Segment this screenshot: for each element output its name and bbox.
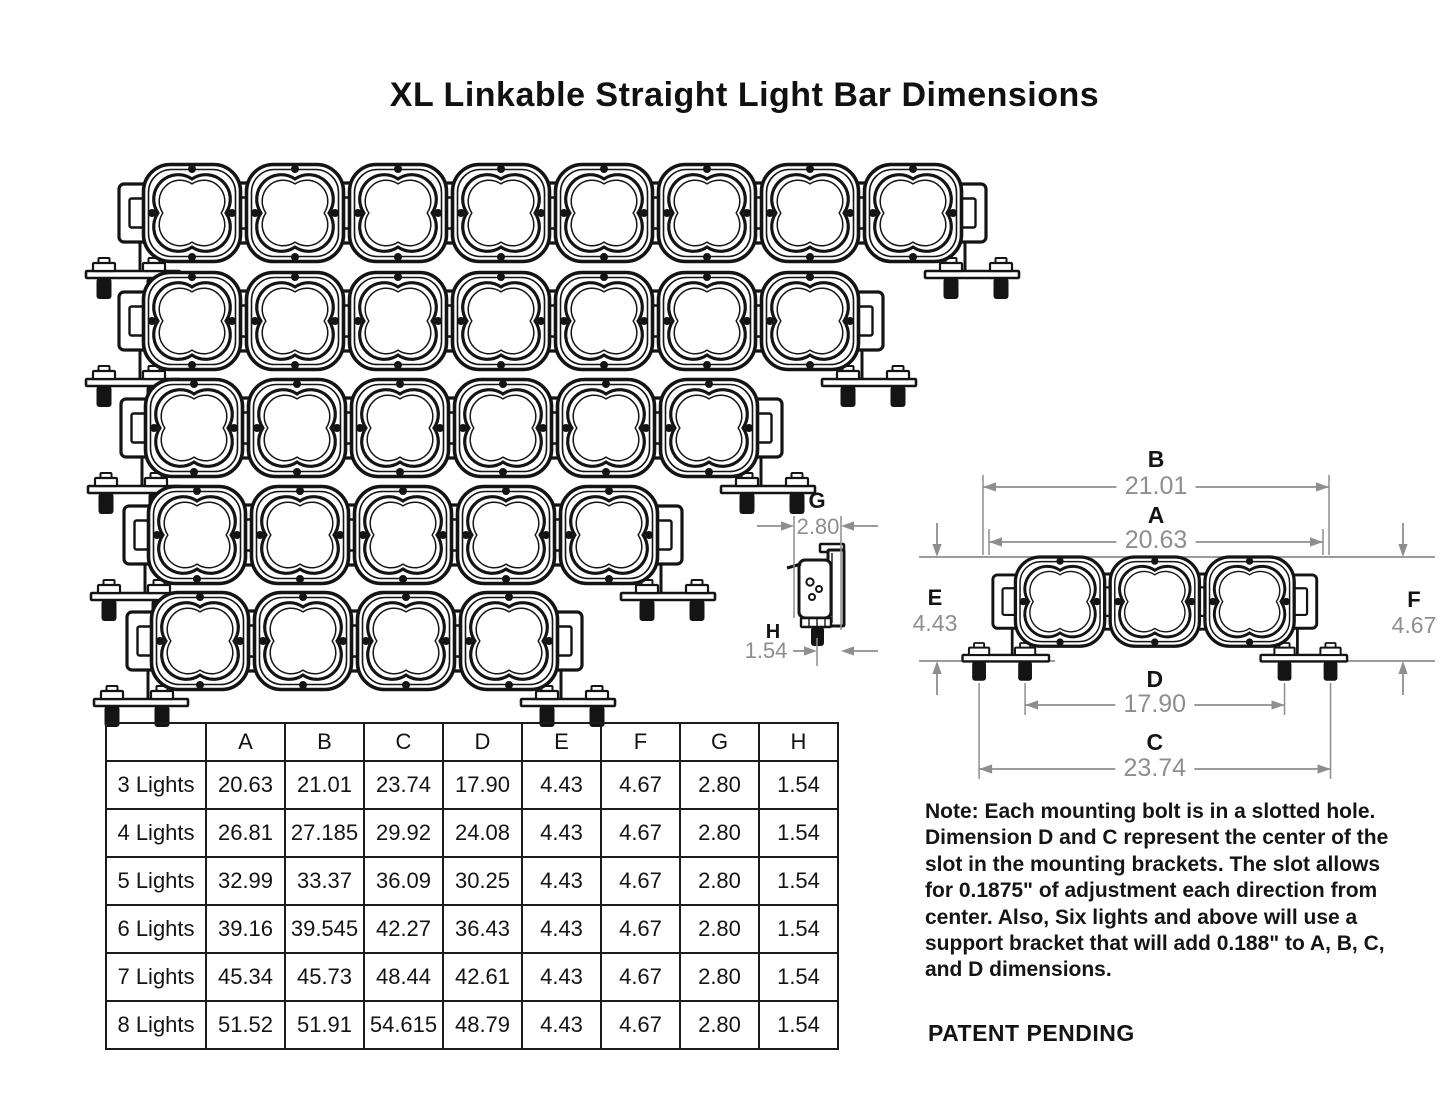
light-unit — [247, 273, 344, 370]
table-header-cell: F — [601, 723, 680, 761]
table-cell: 42.27 — [364, 905, 443, 953]
light-unit — [556, 165, 653, 262]
light-unit — [149, 487, 246, 584]
table-cell: 48.44 — [364, 953, 443, 1001]
row-label: 5 Lights — [106, 857, 206, 905]
row-label: 4 Lights — [106, 809, 206, 857]
light-unit — [144, 165, 241, 262]
table-cell: 2.80 — [680, 857, 759, 905]
svg-text:21.01: 21.01 — [1124, 472, 1188, 500]
dimensions-table — [105, 722, 839, 1050]
note-line: Note: Each mounting bolt is in a slotted hole. — [925, 800, 1376, 823]
svg-text:F: F — [1407, 587, 1421, 612]
table-cell: 36.43 — [443, 905, 522, 953]
light-unit — [455, 380, 552, 477]
row-label: 6 Lights — [106, 905, 206, 953]
table-cell: 1.54 — [759, 905, 838, 953]
table-cell: 1.54 — [759, 953, 838, 1001]
table-header-cell: D — [443, 723, 522, 761]
light-unit — [556, 273, 653, 370]
table-cell: 4.67 — [601, 905, 680, 953]
light-unit — [762, 273, 859, 370]
svg-text:B: B — [1147, 446, 1165, 472]
table-cell: 51.91 — [285, 1001, 364, 1049]
light-unit — [358, 593, 455, 690]
light-unit — [247, 165, 344, 262]
table-cell: 1.54 — [759, 1001, 838, 1049]
table-cell: 4.43 — [522, 761, 601, 809]
svg-text:4.43: 4.43 — [912, 610, 958, 636]
svg-text:2.80: 2.80 — [796, 514, 840, 539]
light-unit — [661, 380, 758, 477]
svg-text:A: A — [1147, 502, 1165, 528]
table-cell: 48.79 — [443, 1001, 522, 1049]
light-unit — [561, 487, 658, 584]
light-unit — [762, 165, 859, 262]
table-cell: 32.99 — [206, 857, 285, 905]
svg-text:4.67: 4.67 — [1391, 612, 1437, 638]
svg-text:1.54: 1.54 — [744, 638, 788, 663]
table-row — [106, 809, 838, 857]
light-unit — [144, 273, 241, 370]
table-cell: 2.80 — [680, 761, 759, 809]
light-unit — [453, 165, 550, 262]
table-cell: 1.54 — [759, 809, 838, 857]
light-unit — [350, 273, 447, 370]
table-cell: 29.92 — [364, 809, 443, 857]
table-header-cell: G — [680, 723, 759, 761]
light-unit — [1015, 557, 1104, 646]
table-row — [106, 857, 838, 905]
light-unit — [355, 487, 452, 584]
side-profile-view — [735, 478, 900, 688]
svg-text:D: D — [1146, 666, 1164, 692]
table-cell: 4.67 — [601, 761, 680, 809]
light-unit — [152, 593, 249, 690]
table-cell: 39.16 — [206, 905, 285, 953]
light-unit — [1205, 557, 1294, 646]
table-cell: 42.61 — [443, 953, 522, 1001]
note-line: and D dimensions. — [925, 958, 1112, 982]
patent-pending-label: PATENT PENDING — [928, 1020, 1135, 1046]
light-unit — [461, 593, 558, 690]
table-row — [106, 1001, 838, 1049]
table-cell: 51.52 — [206, 1001, 285, 1049]
table-header-cell: A — [206, 723, 285, 761]
table-row — [106, 905, 838, 953]
table-cell: 20.63 — [206, 761, 285, 809]
table-cell: 30.25 — [443, 857, 522, 905]
table-header-cell: H — [759, 723, 838, 761]
table-cell: 45.73 — [285, 953, 364, 1001]
light-unit — [659, 165, 756, 262]
table-cell: 2.80 — [680, 1001, 759, 1049]
note-line: Dimension D and C represent the center of the — [925, 826, 1389, 850]
light-unit — [558, 380, 655, 477]
svg-text:C: C — [1146, 729, 1164, 755]
note-line: slot in the mounting brackets. The slot allows — [925, 852, 1381, 876]
table-row — [106, 761, 838, 809]
table-cell: 4.43 — [522, 953, 601, 1001]
light-unit — [1110, 557, 1199, 646]
table-cell: 23.74 — [364, 761, 443, 809]
light-unit — [458, 487, 555, 584]
svg-text:H: H — [765, 621, 781, 643]
row-label: 8 Lights — [106, 1001, 206, 1049]
table-cell: 2.80 — [680, 905, 759, 953]
table-cell: 33.37 — [285, 857, 364, 905]
svg-text:17.90: 17.90 — [1123, 690, 1187, 718]
table-cell: 2.80 — [680, 953, 759, 1001]
svg-text:20.63: 20.63 — [1124, 526, 1188, 554]
table-cell: 54.615 — [364, 1001, 443, 1049]
table-cell: 4.43 — [522, 809, 601, 857]
table-cell: 4.43 — [522, 857, 601, 905]
table-cell: 4.67 — [601, 1001, 680, 1049]
table-cell: 39.545 — [285, 905, 364, 953]
table-cell: 45.34 — [206, 953, 285, 1001]
light-unit — [659, 273, 756, 370]
table-cell: 1.54 — [759, 761, 838, 809]
note-line: support bracket that will add 0.188" to A, B, C, — [925, 932, 1385, 956]
table-cell: 21.01 — [285, 761, 364, 809]
row-label: 3 Lights — [106, 761, 206, 809]
row-label: 7 Lights — [106, 953, 206, 1001]
page-title: XL Linkable Straight Light Bar Dimensions — [389, 76, 1100, 114]
light-unit — [352, 380, 449, 477]
table-header-cell: E — [522, 723, 601, 761]
table-header-cell: C — [364, 723, 443, 761]
light-unit — [255, 593, 352, 690]
table-header-cell — [106, 723, 206, 761]
table-cell: 4.67 — [601, 953, 680, 1001]
table-cell: 4.67 — [601, 857, 680, 905]
light-bar-4-lights — [93, 586, 674, 736]
note-line: center. Also, Six lights and above will use a — [925, 905, 1358, 929]
svg-text:E: E — [927, 585, 943, 610]
table-cell: 2.80 — [680, 809, 759, 857]
table-cell: 4.67 — [601, 809, 680, 857]
table-cell: 26.81 — [206, 809, 285, 857]
table-row — [106, 953, 838, 1001]
note-text — [925, 799, 1445, 984]
light-unit — [865, 165, 962, 262]
table-cell: 36.09 — [364, 857, 443, 905]
dimension-detail-view — [905, 447, 1445, 802]
light-unit — [453, 273, 550, 370]
table-cell: 24.08 — [443, 809, 522, 857]
light-unit — [350, 165, 447, 262]
table-header-row — [106, 723, 838, 761]
table-cell: 4.43 — [522, 1001, 601, 1049]
table-cell: 4.43 — [522, 905, 601, 953]
table-header-cell: B — [285, 723, 364, 761]
light-unit — [146, 380, 243, 477]
svg-text:23.74: 23.74 — [1123, 754, 1187, 782]
table-cell: 17.90 — [443, 761, 522, 809]
table-cell: 1.54 — [759, 857, 838, 905]
light-unit — [249, 380, 346, 477]
note-line: for 0.1875" of adjustment each direction from — [925, 879, 1378, 903]
svg-text:G: G — [808, 488, 826, 513]
light-unit — [252, 487, 349, 584]
table-cell: 27.185 — [285, 809, 364, 857]
side-profile-drawing — [787, 544, 844, 646]
